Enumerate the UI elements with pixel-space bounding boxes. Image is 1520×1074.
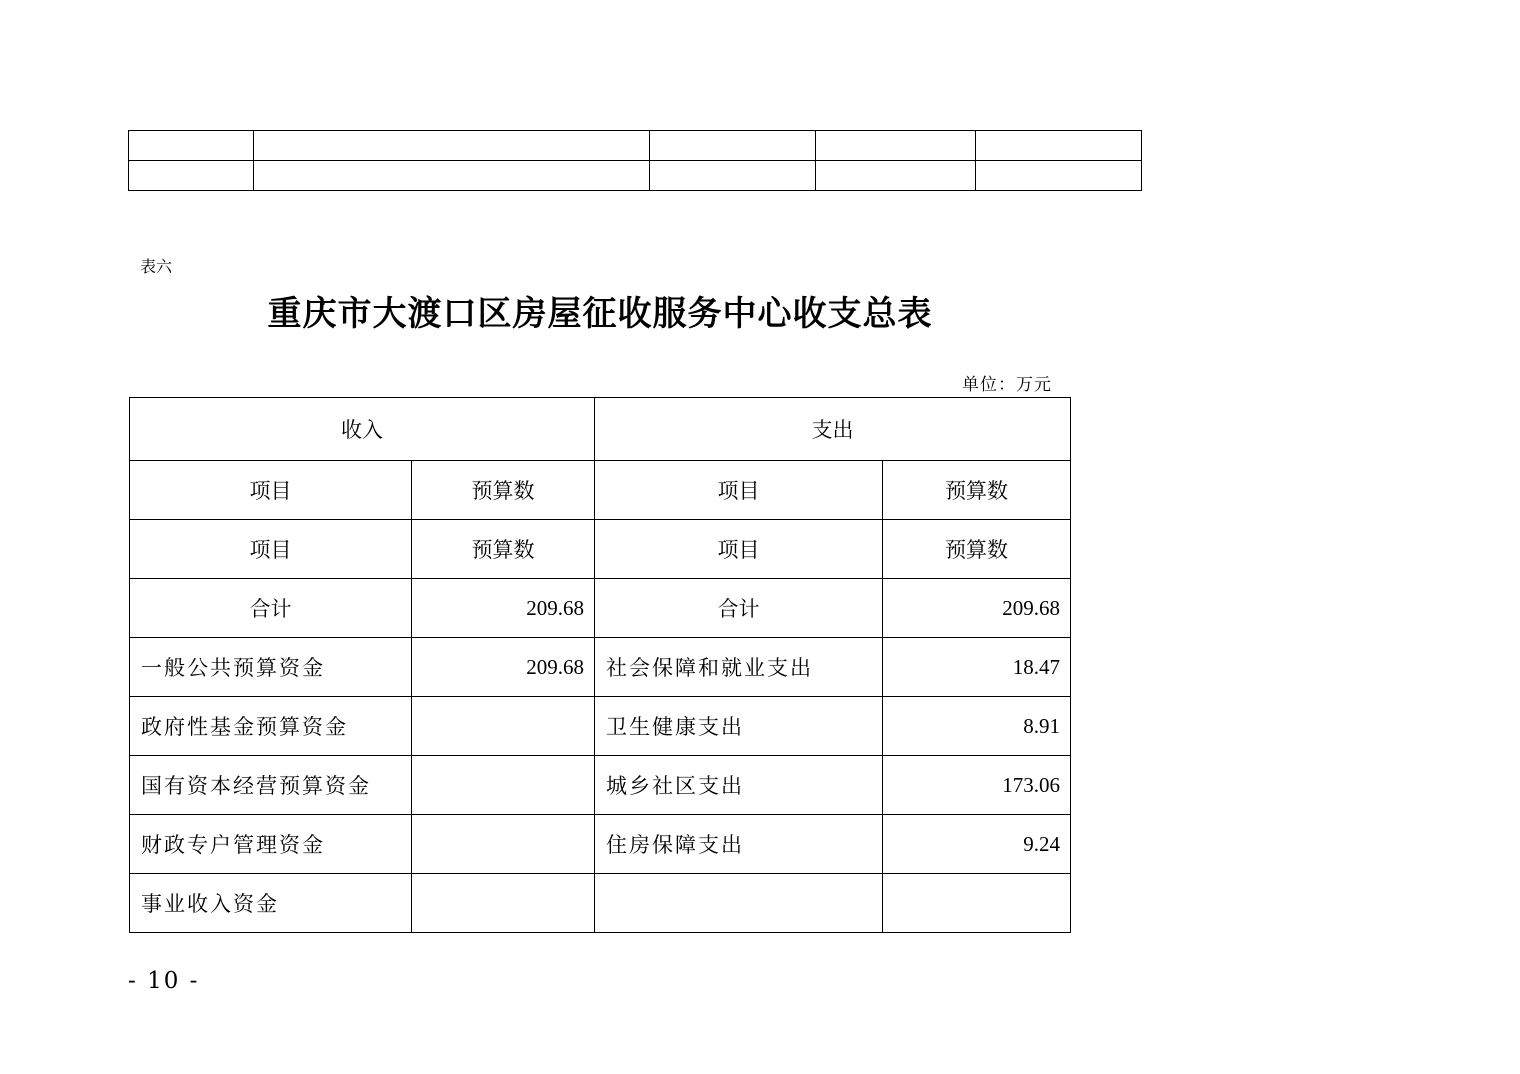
unit-label: 单位：万元	[962, 375, 1052, 395]
expense-value: 8.91	[883, 697, 1071, 756]
table-cell	[129, 131, 254, 161]
expense-value	[883, 874, 1071, 933]
expense-item-header: 项目	[595, 520, 883, 579]
expense-item	[595, 874, 883, 933]
income-value	[412, 874, 595, 933]
previous-table-remnant	[128, 130, 1142, 191]
expense-total-label: 合计	[595, 579, 883, 638]
income-value	[412, 756, 595, 815]
income-value: 209.68	[412, 638, 595, 697]
expense-header: 支出	[595, 398, 1071, 461]
total-row	[130, 579, 1071, 638]
income-total-value: 209.68	[412, 579, 595, 638]
expense-value: 173.06	[883, 756, 1071, 815]
income-item-header: 项目	[130, 461, 412, 520]
expense-item: 卫生健康支出	[595, 697, 883, 756]
income-value	[412, 697, 595, 756]
table-cell	[650, 131, 816, 161]
page-number: - 10 -	[128, 968, 200, 994]
income-total-label: 合计	[130, 579, 412, 638]
table-cell	[650, 161, 816, 191]
expense-value: 9.24	[883, 815, 1071, 874]
income-value	[412, 815, 595, 874]
page-title	[0, 286, 1200, 335]
income-budget-header: 预算数	[412, 520, 595, 579]
table-row	[129, 131, 1142, 161]
table-cell	[254, 131, 650, 161]
budget-summary-table	[129, 397, 1071, 933]
table-cell	[816, 161, 976, 191]
table-row	[130, 638, 1071, 697]
header-row-columns-repeat	[130, 520, 1071, 579]
table-row	[130, 697, 1071, 756]
income-item: 事业收入资金	[130, 874, 412, 933]
table-cell	[254, 161, 650, 191]
table-cell	[976, 161, 1142, 191]
income-item: 政府性基金预算资金	[130, 697, 412, 756]
table-row	[130, 815, 1071, 874]
income-item-header: 项目	[130, 520, 412, 579]
expense-item: 住房保障支出	[595, 815, 883, 874]
expense-budget-header: 预算数	[883, 461, 1071, 520]
expense-item: 社会保障和就业支出	[595, 638, 883, 697]
income-item: 一般公共预算资金	[130, 638, 412, 697]
table-row	[129, 161, 1142, 191]
income-item: 国有资本经营预算资金	[130, 756, 412, 815]
expense-item-header: 项目	[595, 461, 883, 520]
expense-total-value: 209.68	[883, 579, 1071, 638]
title-text: 重庆市大渡口区房屋征收服务中心收支总表	[267, 294, 933, 334]
header-row-columns	[130, 461, 1071, 520]
table-cell	[816, 131, 976, 161]
income-header: 收入	[130, 398, 595, 461]
income-budget-header: 预算数	[412, 461, 595, 520]
header-row-sections	[130, 398, 1071, 461]
table-row	[130, 874, 1071, 933]
income-item: 财政专户管理资金	[130, 815, 412, 874]
expense-budget-header: 预算数	[883, 520, 1071, 579]
expense-value: 18.47	[883, 638, 1071, 697]
table-label: 表六	[140, 257, 173, 276]
table-row	[130, 756, 1071, 815]
expense-item: 城乡社区支出	[595, 756, 883, 815]
table-cell	[976, 131, 1142, 161]
table-cell	[129, 161, 254, 191]
